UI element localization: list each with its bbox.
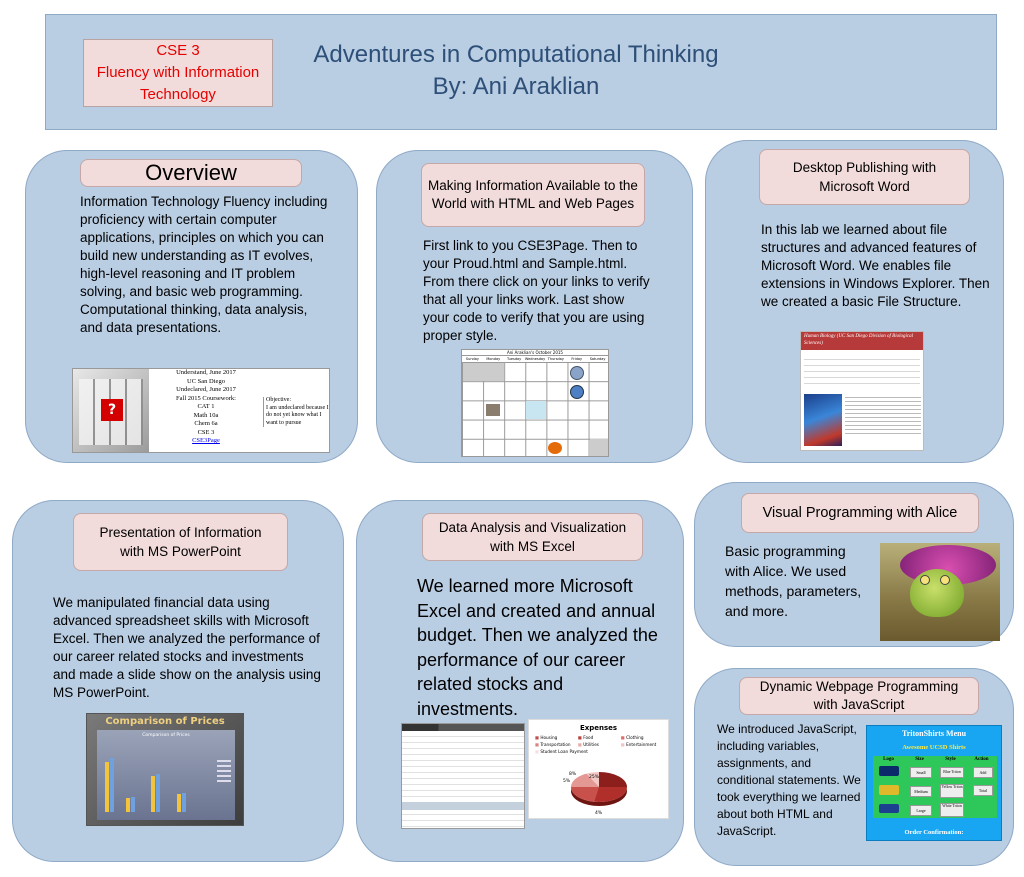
- excel-panel-title: Data Analysis and Visualization with MS Excel: [422, 513, 643, 561]
- ppt-bar: [110, 758, 114, 812]
- word-panel: [705, 140, 1004, 463]
- course-box: [83, 39, 273, 107]
- keyboard-image: [73, 369, 149, 453]
- pie-legend-item: ■ Entertainment: [620, 742, 657, 747]
- ppt-bar: [126, 798, 130, 812]
- objective-label: Objective:: [266, 397, 291, 403]
- size-medium-button[interactable]: Medium: [910, 786, 932, 797]
- calendar-day: Monday: [486, 357, 501, 361]
- ppt-slide-title: Comparison of Prices: [105, 716, 225, 727]
- pie-legend-item: ■ Transportation: [535, 742, 571, 747]
- pie-label: 25%: [589, 775, 600, 780]
- ppt-chart-area: [97, 730, 235, 820]
- ppt-bar: [131, 797, 135, 812]
- ppt-slide-image: [86, 713, 244, 826]
- resume-link[interactable]: CSE3Page: [192, 437, 220, 444]
- resume-line: CAT 1: [197, 403, 215, 410]
- style-yellow-button[interactable]: Yellow Triton: [940, 784, 964, 798]
- pie-legend-item: ■ Clothing: [620, 735, 644, 740]
- resume-column: [151, 369, 261, 453]
- size-small-button[interactable]: Small: [910, 767, 932, 778]
- js-panel-title: Dynamic Webpage Programming with JavaScript: [739, 677, 979, 715]
- js-menu-header: Action: [974, 757, 989, 762]
- js-menu-table: [873, 756, 997, 818]
- objective-text: I am undeclared because I do not yet know what I want to pursue: [266, 404, 329, 426]
- ppt-bar: [105, 762, 109, 812]
- word-doc-hand-image: [804, 394, 842, 446]
- alice-frog-eye: [940, 575, 950, 585]
- html-panel: [376, 150, 693, 463]
- poster-title: Adventures in Computational Thinking: [313, 41, 719, 68]
- js-panel-text: We introduced JavaScript, including variables, assignments, and conditional statements. We took everything we learned about both HTML and JavaScript.: [717, 722, 861, 838]
- js-menu-header: Logo: [883, 757, 894, 762]
- html-panel-title: Making Information Available to the World with HTML and Web Pages: [421, 163, 645, 227]
- total-button[interactable]: Total: [973, 785, 993, 796]
- word-panel-text: In this lab we learned about file structures and advanced features of Microsoft Word. We enables file extensions in Windows Explorer. Then we created a basic File Structure.: [761, 222, 990, 309]
- alice-panel: [694, 482, 1014, 647]
- word-doc-toc: [804, 354, 920, 386]
- calendar-badge-icon: [570, 385, 584, 399]
- course-name-line1: Fluency with Information: [96, 64, 260, 81]
- resume-line: Math 10a: [193, 411, 219, 419]
- pumpkin-icon: [548, 442, 562, 454]
- pie-legend-item: ■ Housing: [535, 735, 558, 740]
- calendar-day: Sunday: [465, 357, 479, 361]
- word-doc-body: [845, 394, 921, 434]
- style-blue-button[interactable]: Blue Triton: [940, 767, 964, 778]
- calendar-grid: [462, 362, 609, 457]
- calendar-day: Tuesday: [507, 357, 522, 361]
- excel-panel-text: We learned more Microsoft Excel and created and annual budget. Then we analyzed the performance of our career related stocks and investments.: [417, 576, 658, 719]
- js-menu-header: Style: [945, 757, 956, 762]
- calendar-image: [461, 349, 609, 457]
- resume-line: Undeclared, June 2017: [176, 386, 236, 393]
- budget-table-header: [402, 724, 524, 731]
- resume-line: UC San Diego: [187, 377, 225, 385]
- overview-resume-image: [72, 368, 330, 453]
- pie-label: 4%: [595, 811, 603, 816]
- ppt-bar: [182, 793, 186, 812]
- pie-chart-title: Expenses: [579, 724, 618, 732]
- ppt-panel: [12, 500, 344, 862]
- js-menu-title: TritonShirts Menu: [901, 729, 967, 738]
- pie-label: 5%: [563, 779, 571, 784]
- pie-legend-item: ■ Utilities: [577, 742, 599, 747]
- excel-pie-image: [528, 719, 669, 819]
- ppt-panel-title: Presentation of Information with MS PowerPoint: [73, 513, 288, 571]
- ppt-chart-title: Comparison of Prices: [142, 733, 190, 738]
- js-menu-header-row: [873, 756, 997, 763]
- resume-line: Understand, June 2017: [176, 369, 236, 376]
- calendar-gray-cell: [590, 439, 609, 457]
- excel-panel: [356, 500, 684, 862]
- alice-frog-eye: [920, 575, 930, 585]
- poster-header: [45, 14, 997, 130]
- budget-total-row: [402, 802, 524, 810]
- overview-title: Overview: [80, 159, 302, 187]
- resume-line: Chem 6a: [194, 420, 218, 427]
- calendar-day: Friday: [571, 357, 583, 361]
- js-menu-subtitle: Awesome UCSD Shirts: [902, 744, 966, 751]
- course-name-line2: Technology: [140, 86, 216, 103]
- ucsd-logo-icon: [879, 804, 899, 813]
- ppt-bar: [151, 776, 155, 812]
- word-panel-title: Desktop Publishing with Microsoft Word: [759, 149, 970, 205]
- alice-frog: [910, 569, 964, 617]
- excel-budget-image: [401, 723, 525, 829]
- resume-line: CSE 3: [197, 428, 215, 436]
- calendar-blue-cell: [526, 401, 546, 419]
- ppt-bar: [156, 774, 160, 812]
- poster-title-block: [286, 39, 746, 103]
- ppt-chart-legend: [217, 760, 231, 782]
- add-button[interactable]: Add: [973, 767, 993, 778]
- poster-byline: By: Ani Araklian: [432, 73, 600, 100]
- calendar-photo-icon: [486, 404, 500, 416]
- resume-objective: [263, 397, 330, 427]
- alice-panel-title: Visual Programming with Alice: [741, 493, 979, 533]
- budget-table-body: [402, 731, 524, 829]
- pie-legend-item: ■ Student Loan Payment: [535, 749, 588, 754]
- calendar-day: Wednesday: [524, 357, 546, 361]
- html-panel-text: First link to you CSE3Page. Then to your Proud.html and Sample.html. From there click on your links to verify that all your links work. Last show your code to verify that you are using proper style.: [423, 238, 650, 343]
- js-menu-header: Size: [915, 757, 924, 762]
- calendar-caption: Ani Araklian's October 2015: [507, 350, 563, 355]
- calendar-day: Thursday: [547, 357, 564, 361]
- overview-panel: [25, 150, 358, 463]
- style-white-button[interactable]: White Triton: [940, 803, 964, 817]
- calendar-day: Saturday: [589, 357, 606, 361]
- word-doc-heading: Human Biology (UC San Diego Division of Biological Sciences): [801, 332, 923, 350]
- ucsd-logo-icon: [879, 766, 899, 776]
- pie-legend-item: ■ Food: [577, 735, 594, 740]
- resume-line: Fall 2015 Coursework:: [176, 394, 236, 402]
- alice-panel-text: Basic programming with Alice. We used methods, parameters, and more.: [725, 543, 862, 619]
- ppt-panel-text: We manipulated financial data using advanced spreadsheet skills with Microsoft Excel. Then we analyzed the performance of our career related stocks and investments and made a slide show on the analysis using MS PowerPoint.: [53, 595, 321, 700]
- course-code: CSE 3: [156, 42, 200, 59]
- calendar-gray-cell: [463, 363, 504, 381]
- js-menu-image: [866, 725, 1002, 841]
- alice-frog-image: [880, 543, 1000, 641]
- red-question-key: ?: [101, 399, 123, 421]
- ppt-bar: [177, 794, 181, 812]
- pie-legend: [535, 734, 665, 755]
- js-panel: [694, 668, 1014, 866]
- js-menu-footer: Order Confirmation:: [904, 829, 964, 836]
- ucsd-logo-icon: [879, 785, 899, 795]
- word-document-image: [800, 331, 924, 451]
- overview-text: Information Technology Fluency including proficiency with certain computer applications, principles on which you can build new understanding as IT evolves, high-level reasoning and IT problem solving, and basic web programming. Computational thinking, data analysis, and data presentations.: [80, 194, 328, 335]
- size-large-button[interactable]: Large: [910, 805, 932, 816]
- pie-label: 8%: [569, 772, 577, 777]
- calendar-badge-icon: [570, 366, 584, 380]
